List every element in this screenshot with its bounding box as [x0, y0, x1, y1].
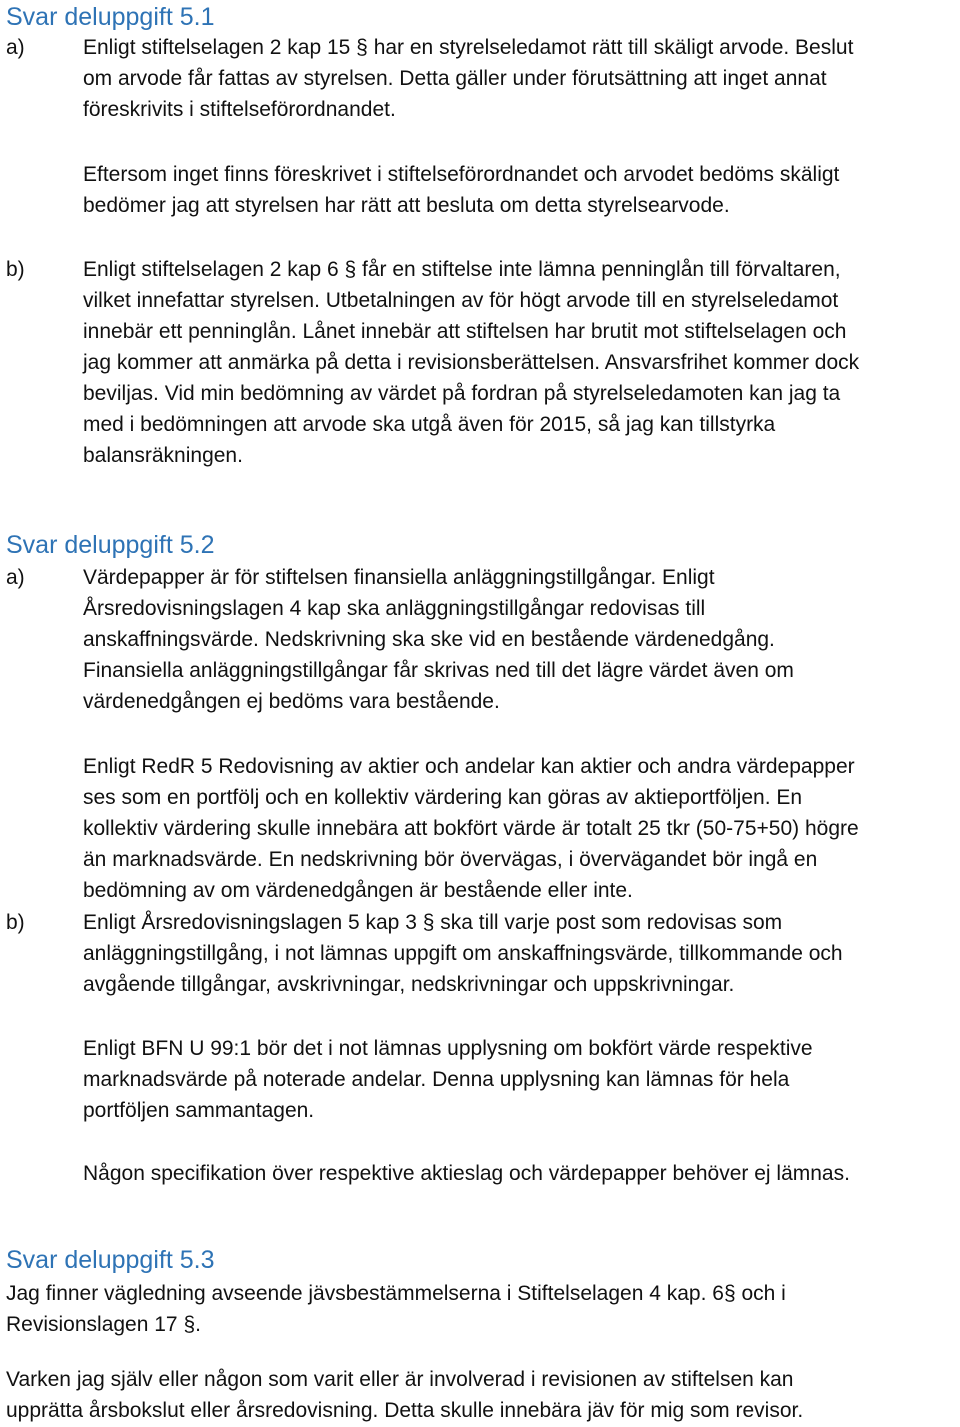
section-heading-5-1: Svar deluppgift 5.1: [6, 3, 215, 31]
paragraph: Eftersom inget finns föreskrivet i stiftelseförordnandet och arvodet bedöms skäligt bedömer jag att styrelsen har rätt att besluta om detta styrelsearvode.: [83, 163, 840, 217]
item-marker-b: b): [6, 911, 25, 934]
paragraph: Enligt BFN U 99:1 bör det i not lämnas upplysning om bokfört värde respektive marknadsvärde på noterade andelar. Denna upplysning kan lämnas för hela portföljen sammantagen.: [83, 1037, 813, 1122]
paragraph: Någon specifikation över respektive aktieslag och värdepapper behöver ej lämnas.: [83, 1162, 850, 1185]
paragraph: Enligt stiftelselagen 2 kap 15 § har en styrelseledamot rätt till skäligt arvode. Beslut om arvode får fattas av styrelsen. Detta gäller under förutsättning att inget annat föreskrivits i stiftelseförordnandet.: [83, 36, 854, 121]
section-heading-5-2: Svar deluppgift 5.2: [6, 531, 215, 559]
paragraph: Enligt Årsredovisningslagen 5 kap 3 § ska till varje post som redovisas som anläggningstillgång, i not lämnas uppgift om anskaffningsvärde, tillkommande och avgående tillgångar, avskrivningar, nedskrivningar och uppskrivningar.: [83, 911, 843, 996]
paragraph: Enligt RedR 5 Redovisning av aktier och andelar kan aktier och andra värdepapper ses som en portfölj och en kollektiv värdering kan göras av aktieportföljen. En kollektiv värdering skulle innebära att bokfört värde är totalt 25 tkr (50-75+50) högre än marknadsvärde. En nedskrivning bör övervägas, i övervägandet bör ingå en bedömning av om värdenedgången är bestående eller inte.: [83, 755, 859, 902]
item-marker-a: a): [6, 36, 25, 59]
paragraph: Jag finner vägledning avseende jävsbestämmelserna i Stiftelselagen 4 kap. 6§ och i Revisionslagen 17 §.: [6, 1282, 786, 1336]
item-marker-b: b): [6, 258, 25, 281]
paragraph: Enligt stiftelselagen 2 kap 6 § får en stiftelse inte lämna penninglån till förvaltaren, vilket innefattar styrelsen. Utbetalningen av för högt arvode till en styrelseledamot innebär ett penninglån. Lånet innebär att stiftelsen har brutit mot stiftelselagen och jag kommer att anmärka på detta i revisionsberättelsen. Ansvarsfrihet kommer dock beviljas. Vid min bedömning av värdet på fordran på styrelseledamoten kan jag ta med i bedömningen att arvode ska utgå även för 2015, så jag kan tillstyrka balansräkningen.: [83, 258, 860, 467]
section-heading-5-3: Svar deluppgift 5.3: [6, 1246, 215, 1274]
paragraph: Värdepapper är för stiftelsen finansiella anläggningstillgångar. Enligt Årsredovisningslagen 4 kap ska anläggningstillgångar redovisas till anskaffningsvärde. Nedskrivning ska ske vid en bestående värdenedgång. Finansiella anläggningstillgångar får skrivas ned till det lägre värdet även om värdenedgången ej bedöms vara bestående.: [83, 566, 794, 713]
paragraph: Varken jag själv eller någon som varit eller är involverad i revisionen av stiftelsen kan upprätta årsbokslut eller årsredovisning. Detta skulle innebära jäv för mig som revisor.: [6, 1368, 804, 1422]
item-marker-a: a): [6, 566, 25, 589]
